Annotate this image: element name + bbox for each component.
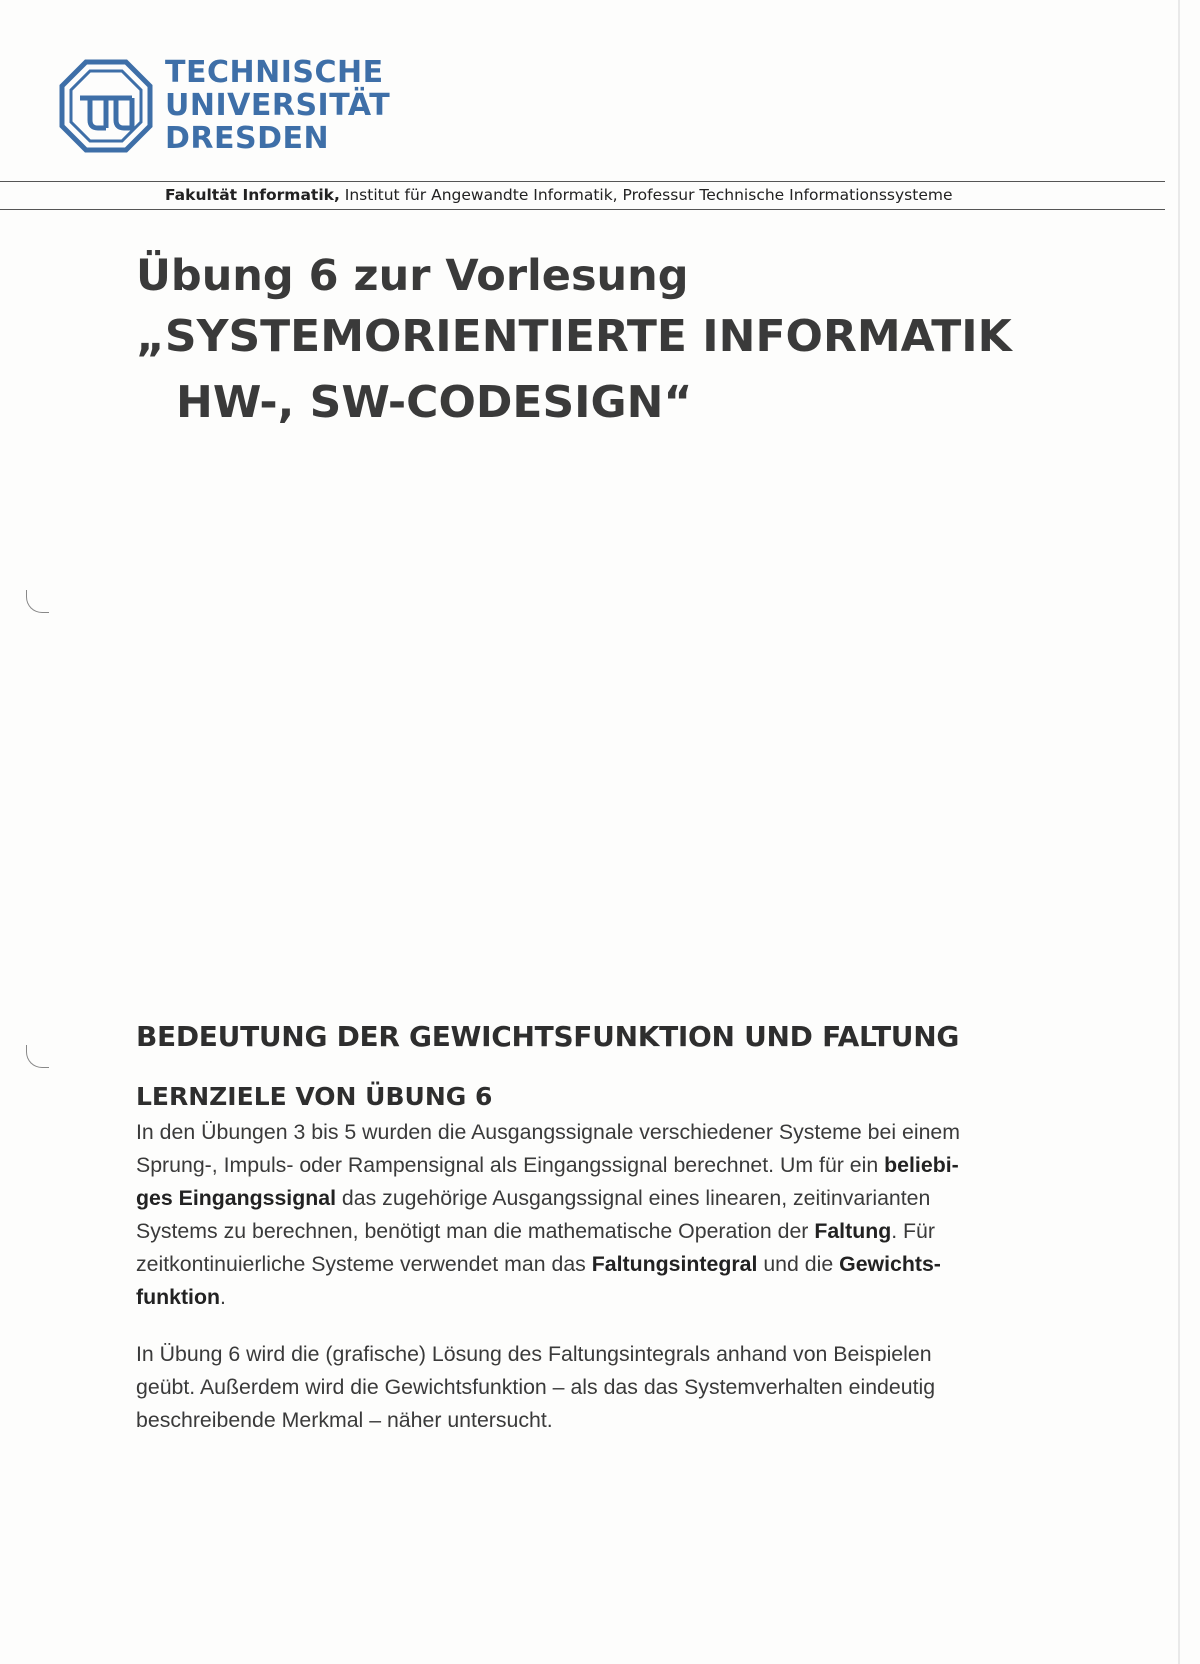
subsection-heading: LERNZIELE VON ÜBUNG 6 xyxy=(136,1082,493,1111)
intro-paragraph xyxy=(136,1116,1056,1314)
text-run: . xyxy=(219,1285,226,1309)
university-name xyxy=(165,56,390,155)
punch-hole-mark xyxy=(26,1045,49,1068)
bold-term: Faltungsintegral xyxy=(591,1252,758,1276)
paragraph-line xyxy=(136,1281,1056,1314)
bold-term: ges Eingangssignal xyxy=(136,1186,337,1210)
university-name-line: DRESDEN xyxy=(165,121,330,156)
faculty-name: Fakultät Informatik, xyxy=(165,186,340,204)
title-line-3: HW-, SW-CODESIGN“ xyxy=(176,377,693,428)
paragraph-line xyxy=(136,1182,1056,1215)
paragraph-line: geübt. Außerdem wird die Gewichtsfunktion – als das das Systemverhalten eindeutig xyxy=(136,1375,936,1399)
paragraph-line: beschreibende Merkmal – näher untersucht. xyxy=(136,1408,553,1432)
title-line-2: „SYSTEMORIENTIERTE INFORMATIK xyxy=(136,311,1012,362)
tu-dresden-logo-icon xyxy=(58,58,154,154)
bold-term: Faltung xyxy=(814,1219,892,1243)
text-run: zeitkontinuierliche Systeme verwendet man das xyxy=(136,1252,592,1276)
university-name-line: UNIVERSITÄT xyxy=(165,88,391,123)
university-name-line: TECHNISCHE xyxy=(165,55,384,90)
punch-hole-mark xyxy=(26,590,49,613)
goal-paragraph xyxy=(136,1338,1056,1437)
paragraph-line: In Übung 6 wird die (grafische) Lösung des Faltungsintegrals anhand von Beispielen xyxy=(136,1342,932,1366)
bold-term: funktion xyxy=(136,1285,220,1309)
text-run: und die xyxy=(757,1252,840,1276)
paragraph-line xyxy=(136,1116,1056,1149)
document-title xyxy=(136,248,1012,436)
section-heading: BEDEUTUNG DER GEWICHTSFUNKTION UND FALTUNG xyxy=(136,1020,960,1053)
text-run: das zugehörige Ausgangssignal eines linearen, zeitinvarianten xyxy=(336,1186,931,1210)
header-rule-bottom xyxy=(0,209,1165,210)
bold-term: beliebi- xyxy=(884,1153,959,1177)
text-run: Sprung-, Impuls- oder Rampensignal als Eingangssignal berechnet. Um für ein xyxy=(136,1153,885,1177)
text-run: Systems zu berechnen, benötigt man die mathematische Operation der xyxy=(136,1219,815,1243)
institute-name: Institut für Angewandte Informatik, Professur Technische Informationssysteme xyxy=(339,186,953,204)
paragraph-line xyxy=(136,1248,1056,1281)
scan-edge xyxy=(1178,0,1180,1664)
paragraph-line xyxy=(136,1149,1056,1182)
paragraph-line xyxy=(136,1215,1056,1248)
bold-term: Gewichts- xyxy=(839,1252,941,1276)
faculty-line xyxy=(165,186,953,204)
text-run: . Für xyxy=(891,1219,935,1243)
title-line-1: Übung 6 zur Vorlesung xyxy=(136,251,689,301)
text-run: In den Übungen 3 bis 5 wurden die Ausgangssignale verschiedener Systeme bei einem xyxy=(136,1120,961,1144)
header-rule-top xyxy=(0,181,1165,182)
